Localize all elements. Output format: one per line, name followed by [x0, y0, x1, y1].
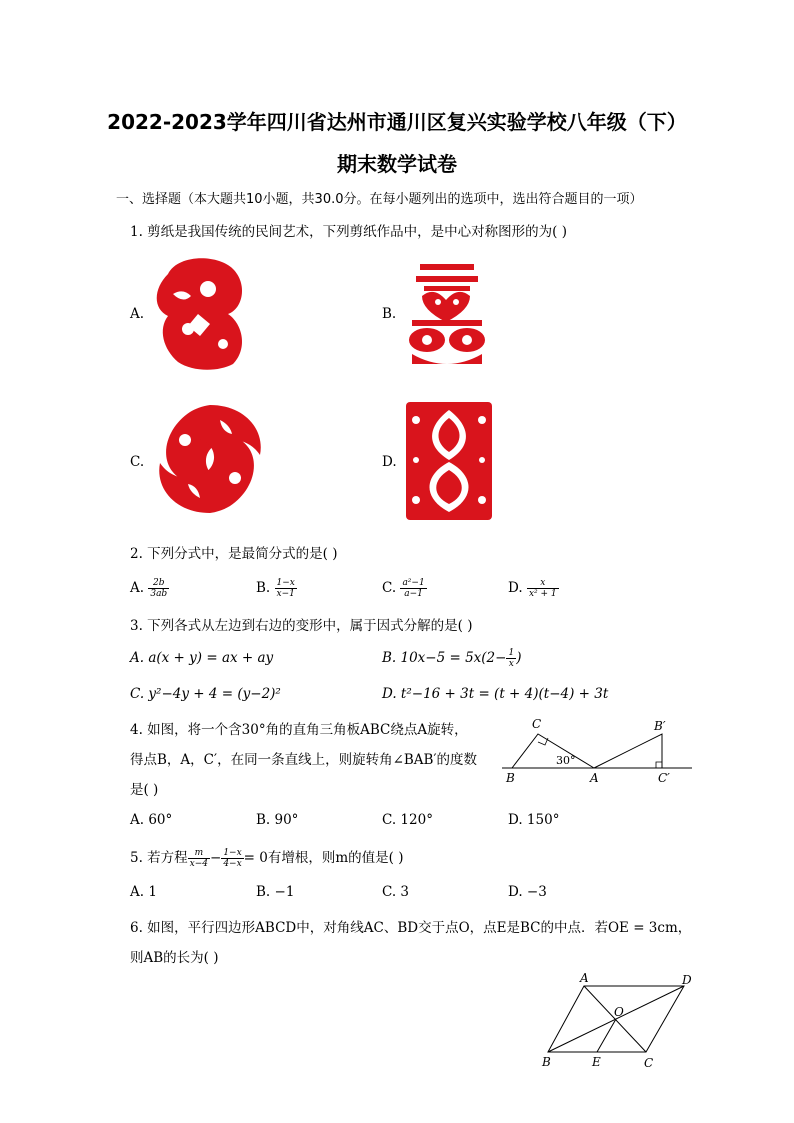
q4-right-angle-c2	[656, 762, 662, 768]
question-6-line2: 则AB的长为( )	[130, 950, 219, 966]
q4-triangle-abc	[512, 734, 594, 768]
question-1-stem: 1. 剪纸是我国传统的民间艺术，下列剪纸作品中，是中心对称图形的为( )	[130, 224, 567, 240]
q4-triangle-figure	[498, 712, 698, 788]
q1-option-b-label: B.	[382, 306, 397, 322]
q3-option-b-tail: )	[516, 650, 522, 666]
q4-label-c: C	[532, 717, 542, 731]
q6-label-d: D	[682, 973, 692, 987]
q2-option-c-label: C.	[382, 580, 397, 596]
q4-option-b: B. 90°	[256, 812, 299, 828]
q6-label-b: B	[542, 1055, 551, 1069]
q4-label-c2: C′	[658, 771, 670, 785]
q3-option-b	[382, 648, 521, 669]
papercut-swirl-image	[150, 400, 270, 518]
q5-minus: −	[210, 850, 222, 866]
question-5-stem	[130, 846, 404, 869]
q4-label-b: B	[506, 771, 515, 785]
q2-option-c-fraction: $\frac{\text{a²−1}}{a-1}$	[402, 578, 425, 599]
q4-option-d: D. 150°	[508, 812, 560, 828]
q5-option-c: C. 3	[382, 884, 410, 900]
papercut-rooster-image	[148, 254, 258, 372]
q4-label-b2: B′	[654, 719, 666, 733]
q6-label-c: C	[644, 1056, 654, 1070]
q1-option-d-label: D.	[382, 454, 397, 470]
q2-option-d	[508, 578, 559, 599]
q1-option-c-label: C.	[130, 454, 145, 470]
q3-option-b-text: B. 10x−5 = 5x(2−	[382, 650, 507, 666]
papercut-double-happiness-image	[402, 258, 492, 368]
q4-label-a: A	[590, 771, 599, 785]
q5-fraction-2: $\frac{1-x}{4-x}$	[223, 848, 242, 869]
q1-option-a-label: A.	[130, 306, 145, 322]
q4-option-a: A. 60°	[130, 812, 173, 828]
q6-label-e: E	[592, 1055, 601, 1069]
q5-suffix: = 0有增根，则m的值是( )	[243, 850, 404, 866]
q3-option-c: C. y²−4y + 4 = (y−2)²	[130, 686, 281, 702]
q4-triangle-ab2c2	[594, 734, 662, 768]
q2-option-b	[256, 578, 297, 599]
q6-parallelogram-figure	[536, 972, 702, 1072]
q4-option-c: C. 120°	[382, 812, 433, 828]
question-4-line1: 4. 如图，将一个含30°角的直角三角板ABC绕点A旋转，	[130, 722, 468, 738]
q6-label-o: O	[614, 1005, 624, 1019]
q5-option-d: D. −3	[508, 884, 547, 900]
q6-label-a: A	[580, 972, 589, 985]
question-4-line2: 得点B，A，C′，在同一条直线上，则旋转角∠BAB′的度数	[130, 752, 478, 768]
q5-option-a: A. 1	[130, 884, 157, 900]
question-3-stem: 3. 下列各式从左边到右边的变形中，属于因式分解的是( )	[130, 618, 473, 634]
q2-option-b-fraction: $\frac{1-x}{x-1}$	[276, 578, 295, 599]
q3-option-a: A. a(x + y) = ax + ay	[130, 650, 274, 666]
q5-prefix: 5. 若方程	[130, 850, 188, 866]
q2-option-d-fraction: $\frac{x}{\text{x² + 1}}$	[528, 578, 557, 599]
papercut-fish-image	[404, 400, 494, 522]
question-6-line1: 6. 如图，平行四边形ABCD中，对角线AC、BD交于点O，点E是BC的中点．若OE = 3cm，	[130, 920, 692, 936]
exam-title-line2: 期末数学试卷	[337, 152, 457, 176]
q3-option-d: D. t²−16 + 3t = (t + 4)(t−4) + 3t	[382, 686, 609, 702]
question-4-line3: 是( )	[130, 782, 159, 798]
q2-option-b-label: B.	[256, 580, 271, 596]
q5-option-b: B. −1	[256, 884, 295, 900]
exam-title-line1: 2022-2023学年四川省达州市通川区复兴实验学校八年级（下）	[107, 110, 687, 134]
question-2-stem: 2. 下列分式中，是最简分式的是( )	[130, 546, 338, 562]
section-header-choice: 一、选择题（本大题共10小题，共30.0分。在每小题列出的选项中，选出符合题目的一项）	[116, 192, 643, 207]
q2-option-a-label: A.	[130, 580, 145, 596]
q3-option-b-fraction: $\frac{1}{x}$	[508, 648, 515, 669]
q5-fraction-1: $\frac{m}{x-4}$	[189, 848, 209, 869]
q2-option-a	[130, 578, 169, 599]
q4-angle-label: 30°	[556, 754, 576, 767]
q2-option-a-fraction: $\frac{2b}{3ab}$	[150, 578, 168, 599]
q2-option-c	[382, 578, 427, 599]
q2-option-d-label: D.	[508, 580, 523, 596]
